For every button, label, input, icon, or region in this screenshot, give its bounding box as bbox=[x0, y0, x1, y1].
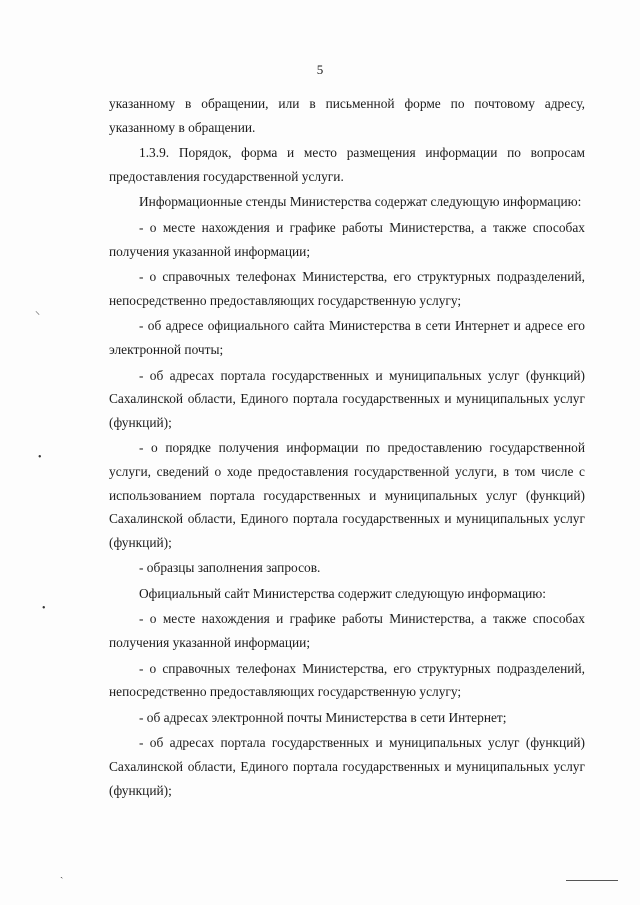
list-item: - о справочных телефонах Министерства, его структурных подразделений, непосредственно предоставляющих государственную услугу; bbox=[109, 660, 585, 700]
list-item: - о месте нахождения и графике работы Министерства, а также способах получения указанной информации; bbox=[109, 219, 585, 259]
paragraph: Информационные стенды Министерства содержат следующую информацию: bbox=[139, 194, 582, 210]
document-body bbox=[109, 92, 585, 802]
paragraph: Официальный сайт Министерства содержит следующую информацию: bbox=[139, 585, 547, 601]
list-item: - о справочных телефонах Министерства, его структурных подразделений, непосредственно предоставляющих государственную услугу; bbox=[109, 269, 585, 308]
page-number: 5 bbox=[316, 62, 324, 77]
scan-edge-line bbox=[566, 880, 618, 881]
list-item: - об адресе официального сайта Министерства в сети Интернет и адресе его электронной почты; bbox=[109, 318, 585, 357]
list-item: - о порядке получения информации по предоставлению государственной услуги, сведений о ходе предоставления государственной услуги, в том числе с использованием портала государственных и муниципальных услуг (функций) Сахалинской области, Единого портала государственных и муниципальных услуг (функций); bbox=[109, 440, 585, 550]
scan-speck-mark: • bbox=[38, 452, 42, 463]
section-heading-paragraph: 1.3.9. Порядок, форма и место размещения информации по вопросам предоставления государственной услуги. bbox=[109, 145, 585, 184]
scan-speck-mark: ˏ bbox=[60, 868, 64, 879]
list-item: - об адресах электронной почты Министерства в сети Интернет; bbox=[139, 709, 507, 725]
list-item: - об адресах портала государственных и муниципальных услуг (функций) Сахалинской области, Единого портала государственных и муниципальных услуг (функций); bbox=[109, 367, 585, 430]
list-item: - о месте нахождения и графике работы Министерства, а также способах получения указанной информации; bbox=[109, 611, 585, 651]
scan-speck-mark: • bbox=[42, 603, 46, 614]
paragraph: указанному в обращении, или в письменной форме по почтовому адресу, указанному в обращении. bbox=[109, 96, 585, 135]
list-item: - образцы заполнения запросов. bbox=[139, 560, 321, 576]
scan-speck-mark: ⸜ bbox=[35, 306, 40, 317]
list-item: - об адресах портала государственных и муниципальных услуг (функций) Сахалинской области, Единого портала государственных и муниципальных услуг (функций); bbox=[109, 735, 585, 798]
